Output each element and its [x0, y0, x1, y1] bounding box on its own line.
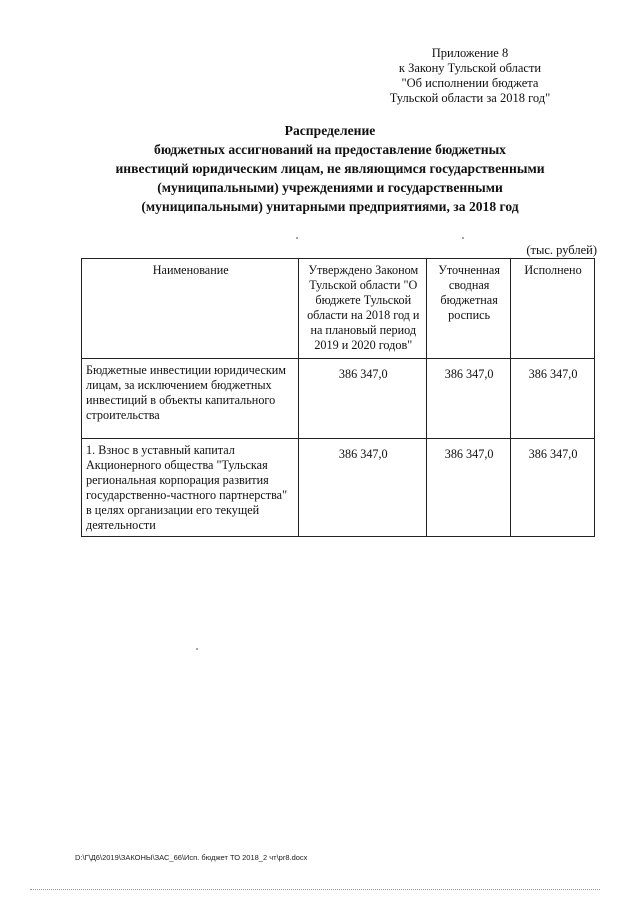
row-name: 1. Взнос в уставный капитал Акционерного общества "Тульская региональная корпорация развития государственно-частного партнерства" в целях организации его текущей деятельности	[82, 439, 299, 537]
title-line-5: (муниципальными) унитарными предприятиями, за 2018 год	[141, 199, 519, 214]
document-title	[90, 121, 570, 216]
scan-speck	[462, 237, 464, 239]
scan-speck	[196, 648, 198, 650]
row-refined: 386 347,0	[427, 439, 511, 537]
appendix-line-2: к Закону Тульской области	[398, 61, 542, 75]
header-done: Исполнено	[511, 259, 595, 359]
appendix-block	[360, 46, 580, 106]
row-done: 386 347,0	[511, 359, 595, 439]
row-approved: 386 347,0	[299, 359, 427, 439]
units-label: (тыс. рублей)	[526, 243, 597, 257]
title-line-3: инвестиций юридическим лицам, не являющимся государственными	[115, 161, 545, 176]
title-line-2: бюджетных ассигнований на предоставление бюджетных	[154, 142, 506, 157]
scan-artifact-line	[30, 889, 600, 890]
title-line-4: (муниципальными) учреждениями и государственными	[157, 180, 503, 195]
appendix-line-4: Тульской области за 2018 год"	[389, 91, 551, 105]
row-done: 386 347,0	[511, 439, 595, 537]
header-name: Наименование	[82, 259, 299, 359]
header-refined: Уточненная сводная бюджетная роспись	[427, 259, 511, 359]
row-name: Бюджетные инвестиции юридическим лицам, за исключением бюджетных инвестиций в объекты капитального строительства	[82, 359, 299, 439]
table-row	[82, 359, 595, 439]
row-refined: 386 347,0	[427, 359, 511, 439]
title-line-1: Распределение	[284, 123, 376, 138]
file-path-footer: D:\Г\Д6\2019\ЗАКОНЫ\ЗАС_66\Исп. бюджет ТО 2018_2 чт\pr8.docx	[75, 853, 308, 862]
appendix-line-1: Приложение 8	[431, 46, 509, 60]
row-approved: 386 347,0	[299, 439, 427, 537]
table-header-row	[82, 259, 595, 359]
table-row	[82, 439, 595, 537]
appendix-line-3: "Об исполнении бюджета	[401, 76, 539, 90]
budget-table	[81, 258, 595, 537]
header-approved: Утверждено Законом Тульской области "О бюджете Тульской области на 2018 год и на плановый период 2019 и 2020 годов"	[299, 259, 427, 359]
scan-speck	[296, 237, 298, 239]
